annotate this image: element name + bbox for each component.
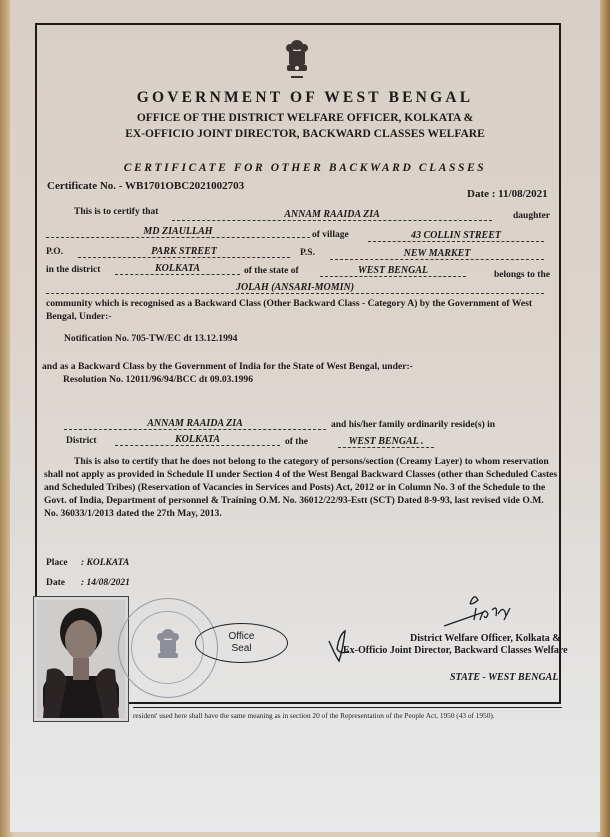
office-seal-line1: Office [228, 631, 255, 642]
community-text-line2: Bengal, Under:- [46, 311, 112, 322]
state-line: STATE - WEST BENGAL [450, 672, 559, 683]
officer-title-line1: District Welfare Officer, Kolkata & [410, 633, 561, 644]
resident-name-field: ANNAM RAAIDA ZIA [64, 418, 326, 430]
district-field: KOLKATA [115, 263, 240, 275]
creamy-layer-line4: Govt. of India, Department of personnel & Training O.M. No. 36012/22/93-Estt (SCT) Dated 8-9-93, last revised vide O.M. [44, 495, 544, 506]
po-field: PARK STREET [78, 246, 290, 258]
holder-name-field: ANNAM RAAIDA ZIA [172, 209, 492, 221]
po-label: P.O. [46, 247, 64, 257]
village-label: of village [312, 230, 349, 240]
district2-field: KOLKATA [115, 434, 280, 446]
village-field: 43 COLLIN STREET [368, 230, 544, 242]
footnote-divider [133, 707, 562, 708]
issue-date-value: : 14/08/2021 [81, 578, 130, 588]
goi-text: and as a Backward Class by the Government of India for the State of West Bengal, under:- [42, 361, 413, 372]
place-label: Place [46, 558, 68, 568]
district-label: in the district [46, 265, 101, 275]
office-heading-line2: EX-OFFICIO JOINT DIRECTOR, BACKWARD CLASSES WELFARE [125, 128, 485, 140]
ps-field: NEW MARKET [330, 248, 544, 260]
place-value: : KOLKATA [81, 558, 130, 568]
office-heading-line1: OFFICE OF THE DISTRICT WELFARE OFFICER, KOLKATA & [136, 112, 474, 124]
community-text-line1: community which is recognised as a Backward Class (Other Backward Class - Category A) by the Government of West [46, 298, 533, 309]
belongs-label: belongs to the [494, 270, 550, 280]
notification-reference: Notification No. 705-TW/EC dt 13.12.1994 [64, 333, 238, 344]
creamy-layer-line5: No. 36033/1/2013 dated the 27th May, 2013. [44, 508, 222, 519]
ps-label: P.S. [300, 248, 315, 258]
parent-name-field: MD ZIAULLAH [46, 226, 310, 238]
reside-label: and his/her family ordinarily reside(s) in [331, 420, 496, 430]
officer-signature [440, 590, 520, 632]
office-seal-line2: Seal [231, 643, 252, 654]
officer-title-line2: Ex-Officio Joint Director, Backward Classes Welfare [343, 645, 568, 656]
holder-photo [33, 596, 129, 722]
certify-label: This is to certify that [74, 207, 159, 217]
creamy-layer-line1: This is also to certify that he does not belong to the category of persons/section (Creamy Layer) to whom reservation [74, 456, 549, 467]
certificate-date: Date : 11/08/2021 [467, 188, 548, 200]
certificate-title: CERTIFICATE FOR OTHER BACKWARD CLASSES [123, 162, 487, 174]
footnote: resident' used here shall have the same meaning as in section 20 of the Representation of the People Act, 1950 (43 of 1950). [133, 711, 495, 720]
issue-date-label: Date [46, 578, 65, 588]
seal-emblem-icon [153, 627, 183, 667]
state-field: WEST BENGAL [320, 265, 466, 277]
relation-label: daughter [513, 211, 550, 221]
creamy-layer-line2: shall not apply as provided in Schedule II under Section 4 of the West Bengal Backward Classes (other than Scheduled Castes [44, 469, 558, 480]
resolution-reference: Resolution No. 12011/96/94/BCC dt 09.03.1996 [63, 374, 254, 385]
creamy-layer-line3: and Scheduled Tribes) (Reservation of Vacancies in Services and Posts) Act, 2012 or in Column No. 3 of the Schedule to the [44, 482, 546, 493]
district2-label: District [66, 436, 97, 446]
certificate-number: Certificate No. - WB1701OBC2021002703 [47, 180, 245, 192]
state2-field: WEST BENGAL . [338, 436, 434, 448]
government-heading: GOVERNMENT OF WEST BENGAL [136, 89, 474, 106]
community-field: JOLAH (ANSARI-MOMIN) [46, 282, 544, 294]
state-label: of the state of [244, 266, 299, 276]
person-portrait-icon [37, 600, 125, 718]
of-the-label: of the [285, 437, 308, 447]
national-emblem-icon [282, 38, 312, 82]
office-seal-placeholder [195, 623, 288, 663]
